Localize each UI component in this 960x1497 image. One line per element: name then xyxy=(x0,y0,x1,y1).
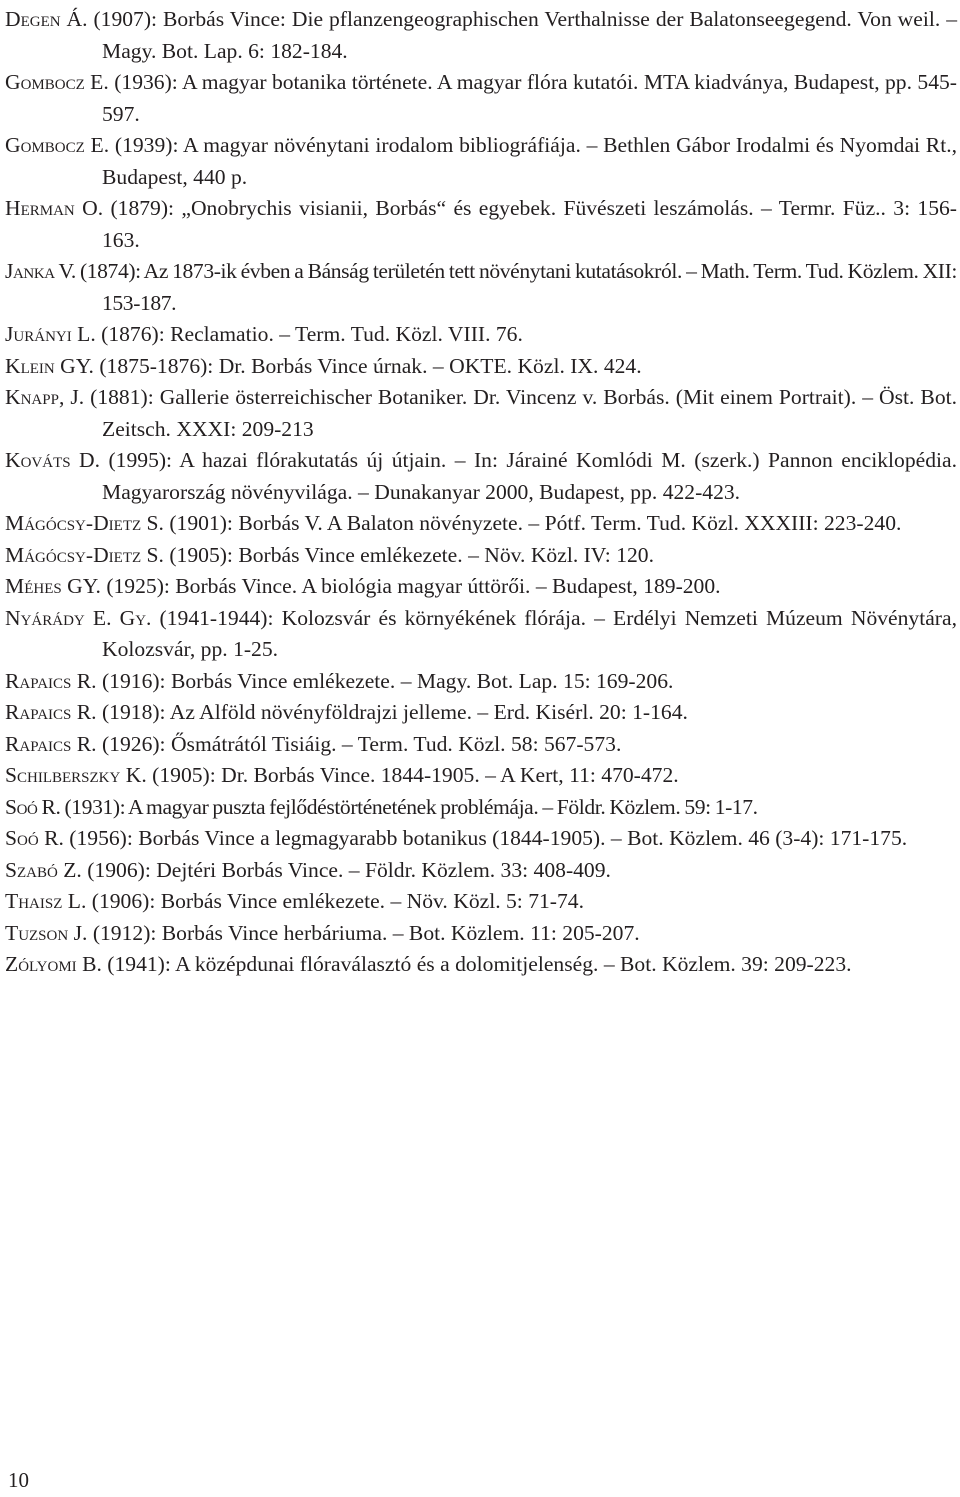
reference-text: (1879): „Onobrychis visianii, Borbás“ és egyebek. Füvészeti leszámolás. – Termr. Füz.. 3: 156-163. xyxy=(102,196,958,252)
reference-text: (1875-1876): Dr. Borbás Vince úrnak. – OKTE. Közl. IX. 424. xyxy=(99,353,642,378)
reference-entry xyxy=(5,571,957,603)
reference-author: Nyárády E. Gy. xyxy=(5,605,152,630)
reference-text: (1941-1944): Kolozsvár és környékének flórája. – Erdélyi Nemzeti Múzeum Növénytára, Kolozsvár, pp. 1-25. xyxy=(102,605,957,661)
reference-author: Herman O. xyxy=(5,196,104,220)
reference-text: (1941): A középdunai flóraválasztó és a dolomitjelenség. – Bot. Közlem. 39: 209-223. xyxy=(107,952,852,976)
reference-text: (1918): Az Alföld növényföldrajzi jelleme. – Erd. Kisérl. 20: 1-164. xyxy=(101,700,688,724)
reference-entry xyxy=(5,603,957,666)
reference-author: Degen Á. xyxy=(5,7,88,31)
reference-text: (1905): Borbás Vince emlékezete. – Növ. Közl. IV: 120. xyxy=(169,542,654,567)
reference-author: Mágócsy-Dietz S. xyxy=(5,511,164,535)
reference-text: (1906): Dejtéri Borbás Vince. – Földr. Közlem. 33: 408-409. xyxy=(87,857,611,882)
reference-entry xyxy=(5,193,957,256)
reference-text: (1912): Borbás Vince herbáriuma. – Bot. Közlem. 11: 205-207. xyxy=(92,920,640,945)
reference-entry xyxy=(5,256,957,319)
reference-entry xyxy=(5,445,957,508)
reference-text: (1931): A magyar puszta fejlődéstörténetének problémája. – Földr. Közlem. 59: 1-17. xyxy=(64,794,758,819)
reference-author: Kováts D. xyxy=(5,448,101,472)
reference-entry xyxy=(5,382,957,445)
reference-author: Rapaics R. xyxy=(5,700,97,724)
reference-author: Zólyomi B. xyxy=(5,952,102,976)
reference-entry xyxy=(5,760,957,792)
reference-text: (1916): Borbás Vince emlékezete. – Magy. Bot. Lap. 15: 169-206. xyxy=(101,668,674,693)
reference-text: (1925): Borbás Vince. A biológia magyar úttörői. – Budapest, 189-200. xyxy=(106,574,721,598)
reference-text: (1939): A magyar növénytani irodalom bibliográfiája. – Bethlen Gábor Irodalmi és Nyomdai Rt., Budapest, 440 p. xyxy=(102,133,957,189)
reference-author: Szabó Z. xyxy=(5,857,82,882)
reference-author: Rapaics R. xyxy=(5,668,97,693)
reference-entry xyxy=(5,666,957,698)
reference-entry xyxy=(5,949,957,981)
reference-author: Gombocz E. xyxy=(5,70,109,94)
reference-entry xyxy=(5,823,957,855)
reference-author: Gombocz E. xyxy=(5,133,110,157)
reference-author: Rapaics R. xyxy=(5,731,97,756)
reference-author: Soó R. xyxy=(5,826,64,850)
reference-text: (1874): Az 1873-ik évben a Bánság területén tett növénytani kutatásokról. – Math. Term. Tud. Közlem. XII: 153-187. xyxy=(79,259,957,315)
reference-entry xyxy=(5,540,957,572)
reference-text: (1926): Ősmátrától Tisiáig. – Term. Tud. Közl. 58: 567-573. xyxy=(101,731,622,756)
reference-entry xyxy=(5,855,957,887)
reference-author: Thaisz L. xyxy=(5,889,87,913)
reference-text: (1906): Borbás Vince emlékezete. – Növ. Közl. 5: 71-74. xyxy=(91,889,584,913)
reference-author: Schilberszky K. xyxy=(5,763,147,787)
reference-list xyxy=(5,4,957,981)
reference-text: (1907): Borbás Vince: Die pflanzengeographischen Verthalnisse der Balatonseegegend. Von weil. – Magy. Bot. Lap. 6: 182-184. xyxy=(93,7,957,63)
reference-author: Jurányi L. xyxy=(5,322,96,346)
reference-entry xyxy=(5,729,957,761)
reference-entry xyxy=(5,697,957,729)
reference-text: (1956): Borbás Vince a legmagyarabb botanikus (1844-1905). – Bot. Közlem. 46 (3-4): 171-175. xyxy=(69,826,908,850)
reference-entry xyxy=(5,351,957,383)
reference-entry xyxy=(5,792,957,824)
reference-entry xyxy=(5,918,957,950)
reference-entry xyxy=(5,508,957,540)
reference-entry xyxy=(5,67,957,130)
reference-text: (1901): Borbás V. A Balaton növényzete. – Pótf. Term. Tud. Közl. XXXIII: 223-240. xyxy=(169,511,902,535)
reference-author: Soó R. xyxy=(5,794,61,819)
reference-author: Mágócsy-Dietz S. xyxy=(5,542,164,567)
reference-author: Méhes GY. xyxy=(5,574,101,598)
reference-author: Knapp, J. xyxy=(5,385,85,409)
reference-text: (1936): A magyar botanika története. A magyar flóra kutatói. MTA kiadványa, Budapest, pp. 545-597. xyxy=(102,70,957,126)
reference-entry xyxy=(5,319,957,351)
reference-author: Klein GY. xyxy=(5,353,94,378)
reference-text: (1876): Reclamatio. – Term. Tud. Közl. VIII. 76. xyxy=(101,322,523,346)
page-number: 10 xyxy=(8,1468,29,1492)
reference-text: (1881): Gallerie österreichischer Botaniker. Dr. Vincenz v. Borbás. (Mit einem Portrait). – Öst. Bot. Zeitsch. XXXI: 209-213 xyxy=(90,385,958,441)
reference-entry xyxy=(5,130,957,193)
reference-entry xyxy=(5,886,957,918)
reference-author: Janka V. xyxy=(5,259,76,283)
reference-author: Tuzson J. xyxy=(5,920,88,945)
reference-text: (1905): Dr. Borbás Vince. 1844-1905. – A Kert, 11: 470-472. xyxy=(152,763,679,787)
reference-text: (1995): A hazai flórakutatás új útjain. – In: Járainé Komlódi M. (szerk.) Pannon enciklopédia. Magyarország növényvilága. – Dunakanyar 2000, Budapest, pp. 422-423. xyxy=(102,448,957,504)
reference-entry xyxy=(5,4,957,67)
